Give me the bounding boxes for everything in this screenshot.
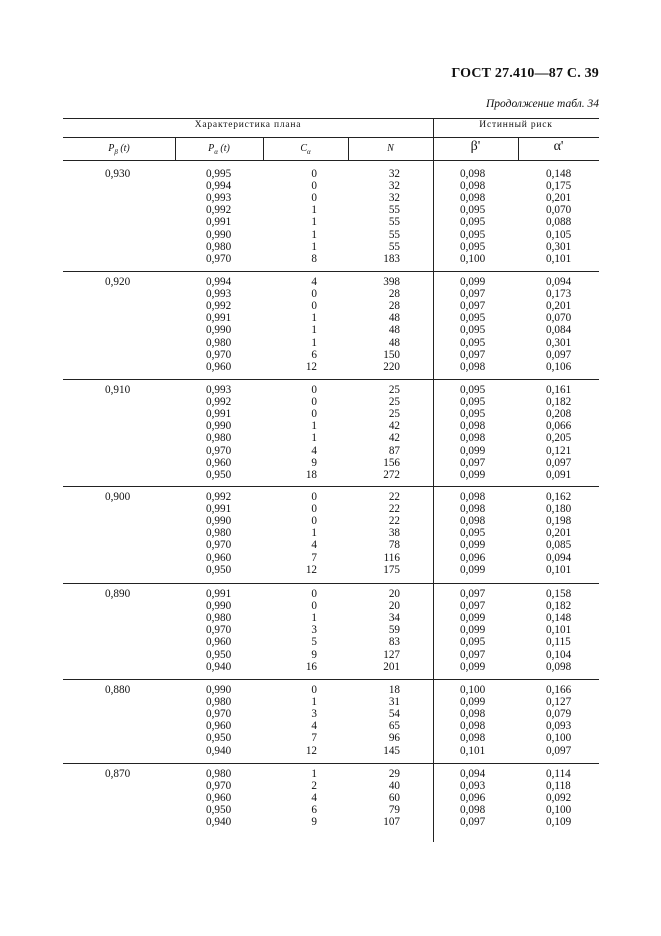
- alpha-cell: 0,088: [546, 216, 572, 229]
- c-alpha-cell: 6: [311, 804, 317, 817]
- alpha-cell: 0,175: [546, 180, 572, 193]
- table-header-bottom-rule: [63, 160, 599, 161]
- beta-cell: 0,098: [460, 168, 486, 180]
- alpha-cell: 0,070: [546, 204, 572, 217]
- beta-cell: 0,098: [460, 515, 486, 528]
- beta-cell: 0,098: [460, 708, 486, 721]
- c-alpha-cell: 1: [311, 420, 317, 433]
- group-separator: [63, 486, 599, 487]
- n-cell: 79: [388, 804, 400, 817]
- alpha-cell: 0,205: [546, 432, 572, 445]
- c-alpha-cell: 3: [311, 624, 317, 637]
- beta-cell: 0,095: [460, 312, 486, 325]
- beta-cell: 0,097: [460, 288, 486, 301]
- alpha-cell: 0,097: [546, 744, 572, 757]
- p-alpha-cell: 0,990: [206, 228, 232, 241]
- beta-cell: 0,097: [460, 600, 486, 613]
- p-alpha-cell: 0,970: [206, 252, 232, 265]
- n-cell: 54: [388, 708, 400, 721]
- alpha-cell: 0,101: [546, 624, 572, 637]
- n-cell: 175: [383, 563, 400, 576]
- col-header-c-alpha: $C_\alpha$: [300, 143, 311, 156]
- c-alpha-cell: 1: [311, 432, 317, 445]
- n-cell: 32: [388, 180, 400, 193]
- alpha-cell: 0,093: [546, 720, 572, 733]
- beta-cell: 0,098: [460, 420, 486, 433]
- n-cell: 55: [388, 228, 400, 241]
- alpha-cell: 0,182: [546, 396, 572, 409]
- n-cell: 96: [388, 732, 400, 745]
- p-alpha-cell: 0,960: [206, 792, 232, 805]
- n-cell: 127: [383, 648, 400, 661]
- table-subheader-rule-right: [433, 137, 599, 138]
- c-alpha-cell: 0: [311, 168, 317, 180]
- beta-cell: 0,099: [460, 612, 486, 625]
- n-cell: 32: [388, 192, 400, 205]
- n-cell: 25: [388, 396, 400, 409]
- n-cell: 28: [388, 288, 400, 301]
- beta-cell: 0,095: [460, 396, 486, 409]
- beta-cell: 0,098: [460, 491, 486, 503]
- c-alpha-cell: 0: [311, 684, 317, 696]
- group-header-plan: Характеристика плана: [194, 120, 302, 130]
- c-alpha-cell: 0: [311, 180, 317, 193]
- beta-cell: 0,095: [460, 527, 486, 540]
- p-alpha-cell: 0,960: [206, 636, 232, 649]
- c-alpha-cell: 4: [311, 720, 317, 733]
- p-alpha-cell: 0,990: [206, 515, 232, 528]
- n-cell: 48: [388, 312, 400, 325]
- p-alpha-cell: 0,990: [206, 324, 232, 337]
- c-alpha-cell: 9: [311, 816, 317, 829]
- p-alpha-cell: 0,960: [206, 456, 232, 469]
- c-alpha-cell: 12: [305, 360, 317, 373]
- alpha-cell: 0,079: [546, 708, 572, 721]
- group-separator: [63, 763, 599, 764]
- alpha-cell: 0,100: [546, 732, 572, 745]
- beta-cell: 0,098: [460, 804, 486, 817]
- p-alpha-cell: 0,993: [206, 192, 232, 205]
- p-alpha-cell: 0,960: [206, 551, 232, 564]
- p-alpha-cell: 0,940: [206, 660, 232, 673]
- p-alpha-cell: 0,950: [206, 648, 232, 661]
- beta-cell: 0,098: [460, 432, 486, 445]
- p-alpha-cell: 0,991: [206, 312, 232, 325]
- alpha-cell: 0,066: [546, 420, 572, 433]
- p-alpha-cell: 0,980: [206, 768, 232, 780]
- p-alpha-cell: 0,991: [206, 588, 232, 600]
- p-alpha-cell: 0,940: [206, 816, 232, 829]
- n-cell: 31: [388, 696, 400, 709]
- n-cell: 116: [383, 551, 400, 564]
- col-header-p-alpha: $P_\alpha$ (t): [208, 143, 230, 156]
- alpha-cell: 0,162: [546, 491, 572, 503]
- n-cell: 107: [383, 816, 400, 829]
- beta-cell: 0,101: [460, 744, 486, 757]
- c-alpha-cell: 7: [311, 732, 317, 745]
- c-alpha-cell: 1: [311, 696, 317, 709]
- p-beta-value: 0,930: [105, 168, 131, 180]
- alpha-cell: 0,201: [546, 300, 572, 313]
- alpha-cell: 0,098: [546, 660, 572, 673]
- alpha-cell: 0,070: [546, 312, 572, 325]
- group-header-risk: Истинный риск: [479, 120, 553, 130]
- group-separator: [63, 679, 599, 680]
- alpha-cell: 0,094: [546, 276, 572, 288]
- col-header-beta: β': [470, 139, 481, 154]
- p-alpha-cell: 0,950: [206, 563, 232, 576]
- beta-cell: 0,097: [460, 816, 486, 829]
- n-cell: 48: [388, 324, 400, 337]
- c-alpha-cell: 1: [311, 240, 317, 253]
- n-cell: 55: [388, 204, 400, 217]
- c-alpha-cell: 1: [311, 204, 317, 217]
- n-cell: 28: [388, 300, 400, 313]
- beta-cell: 0,099: [460, 624, 486, 637]
- p-beta-value: 0,870: [105, 768, 131, 780]
- beta-cell: 0,095: [460, 384, 486, 396]
- c-alpha-cell: 0: [311, 396, 317, 409]
- beta-cell: 0,093: [460, 780, 486, 793]
- beta-cell: 0,095: [460, 324, 486, 337]
- c-alpha-cell: 0: [311, 503, 317, 516]
- c-alpha-cell: 1: [311, 768, 317, 780]
- n-cell: 398: [383, 276, 400, 288]
- beta-cell: 0,099: [460, 276, 486, 288]
- n-cell: 22: [388, 503, 400, 516]
- alpha-cell: 0,201: [546, 527, 572, 540]
- beta-cell: 0,098: [460, 503, 486, 516]
- c-alpha-cell: 4: [311, 539, 317, 552]
- p-beta-value: 0,910: [105, 384, 131, 396]
- c-alpha-cell: 0: [311, 600, 317, 613]
- c-alpha-cell: 1: [311, 527, 317, 540]
- p-alpha-cell: 0,970: [206, 624, 232, 637]
- p-alpha-cell: 0,960: [206, 360, 232, 373]
- c-alpha-cell: 0: [311, 408, 317, 421]
- c-alpha-cell: 16: [305, 660, 317, 673]
- c-alpha-cell: 1: [311, 612, 317, 625]
- alpha-cell: 0,085: [546, 539, 572, 552]
- p-alpha-cell: 0,994: [206, 180, 232, 193]
- beta-cell: 0,095: [460, 240, 486, 253]
- alpha-cell: 0,201: [546, 192, 572, 205]
- p-alpha-cell: 0,993: [206, 288, 232, 301]
- group-separator: [63, 583, 599, 584]
- alpha-cell: 0,121: [546, 444, 572, 457]
- beta-cell: 0,095: [460, 228, 486, 241]
- beta-cell: 0,094: [460, 768, 486, 780]
- p-alpha-cell: 0,995: [206, 168, 232, 180]
- n-cell: 48: [388, 336, 400, 349]
- n-cell: 60: [388, 792, 400, 805]
- n-cell: 83: [388, 636, 400, 649]
- c-alpha-cell: 0: [311, 588, 317, 600]
- n-cell: 150: [383, 348, 400, 361]
- n-cell: 20: [388, 588, 400, 600]
- table-top-rule: [63, 118, 599, 119]
- beta-cell: 0,098: [460, 732, 486, 745]
- p-alpha-cell: 0,950: [206, 732, 232, 745]
- n-cell: 22: [388, 515, 400, 528]
- alpha-cell: 0,100: [546, 804, 572, 817]
- p-alpha-cell: 0,980: [206, 336, 232, 349]
- p-beta-value: 0,900: [105, 491, 131, 503]
- p-alpha-cell: 0,994: [206, 276, 232, 288]
- col-header-p-beta: $P_\beta$ (t): [108, 143, 130, 156]
- beta-cell: 0,099: [460, 696, 486, 709]
- n-cell: 65: [388, 720, 400, 733]
- alpha-cell: 0,127: [546, 696, 572, 709]
- beta-cell: 0,099: [460, 539, 486, 552]
- alpha-cell: 0,182: [546, 600, 572, 613]
- alpha-cell: 0,092: [546, 792, 572, 805]
- c-alpha-cell: 1: [311, 228, 317, 241]
- beta-cell: 0,098: [460, 180, 486, 193]
- alpha-cell: 0,173: [546, 288, 572, 301]
- c-alpha-cell: 4: [311, 444, 317, 457]
- c-alpha-cell: 5: [311, 636, 317, 649]
- alpha-cell: 0,158: [546, 588, 572, 600]
- p-alpha-cell: 0,990: [206, 600, 232, 613]
- beta-cell: 0,097: [460, 648, 486, 661]
- beta-cell: 0,098: [460, 192, 486, 205]
- c-alpha-cell: 3: [311, 708, 317, 721]
- n-cell: 87: [388, 444, 400, 457]
- n-cell: 32: [388, 168, 400, 180]
- group-separator: [63, 271, 599, 272]
- beta-cell: 0,097: [460, 456, 486, 469]
- alpha-cell: 0,097: [546, 456, 572, 469]
- c-alpha-cell: 0: [311, 192, 317, 205]
- alpha-cell: 0,101: [546, 252, 572, 265]
- p-beta-value: 0,880: [105, 684, 131, 696]
- p-alpha-cell: 0,992: [206, 300, 232, 313]
- p-alpha-cell: 0,993: [206, 384, 232, 396]
- c-alpha-cell: 4: [311, 276, 317, 288]
- n-cell: 201: [383, 660, 400, 673]
- p-alpha-cell: 0,950: [206, 804, 232, 817]
- c-alpha-cell: 9: [311, 456, 317, 469]
- beta-cell: 0,095: [460, 204, 486, 217]
- beta-cell: 0,097: [460, 348, 486, 361]
- alpha-cell: 0,106: [546, 360, 572, 373]
- p-alpha-cell: 0,990: [206, 684, 232, 696]
- col-header-n: N: [387, 143, 394, 154]
- p-alpha-cell: 0,980: [206, 527, 232, 540]
- alpha-cell: 0,208: [546, 408, 572, 421]
- p-alpha-cell: 0,960: [206, 720, 232, 733]
- alpha-cell: 0,105: [546, 228, 572, 241]
- n-cell: 59: [388, 624, 400, 637]
- beta-cell: 0,097: [460, 588, 486, 600]
- alpha-cell: 0,148: [546, 168, 572, 180]
- alpha-cell: 0,114: [546, 768, 571, 780]
- p-alpha-cell: 0,992: [206, 491, 232, 503]
- beta-cell: 0,096: [460, 551, 486, 564]
- c-alpha-cell: 12: [305, 563, 317, 576]
- p-alpha-cell: 0,950: [206, 468, 232, 481]
- n-cell: 183: [383, 252, 400, 265]
- beta-cell: 0,095: [460, 636, 486, 649]
- n-cell: 25: [388, 408, 400, 421]
- p-alpha-cell: 0,991: [206, 216, 232, 229]
- alpha-cell: 0,301: [546, 240, 572, 253]
- beta-cell: 0,099: [460, 563, 486, 576]
- p-alpha-cell: 0,992: [206, 204, 232, 217]
- alpha-cell: 0,115: [546, 636, 571, 649]
- p-alpha-cell: 0,980: [206, 612, 232, 625]
- c-alpha-cell: 0: [311, 288, 317, 301]
- c-alpha-cell: 0: [311, 300, 317, 313]
- table-continuation-label: Продолжение табл. 34: [486, 98, 599, 110]
- n-cell: 145: [383, 744, 400, 757]
- n-cell: 220: [383, 360, 400, 373]
- p-alpha-cell: 0,970: [206, 348, 232, 361]
- beta-cell: 0,100: [460, 684, 486, 696]
- n-cell: 272: [383, 468, 400, 481]
- n-cell: 156: [383, 456, 400, 469]
- n-cell: 42: [388, 432, 400, 445]
- alpha-cell: 0,091: [546, 468, 572, 481]
- p-alpha-cell: 0,970: [206, 708, 232, 721]
- n-cell: 18: [388, 684, 400, 696]
- alpha-cell: 0,198: [546, 515, 572, 528]
- beta-cell: 0,095: [460, 216, 486, 229]
- alpha-cell: 0,101: [546, 563, 572, 576]
- c-alpha-cell: 4: [311, 792, 317, 805]
- alpha-cell: 0,104: [546, 648, 572, 661]
- alpha-cell: 0,180: [546, 503, 572, 516]
- n-cell: 25: [388, 384, 400, 396]
- beta-cell: 0,097: [460, 300, 486, 313]
- c-alpha-cell: 18: [305, 468, 317, 481]
- beta-cell: 0,098: [460, 360, 486, 373]
- alpha-cell: 0,097: [546, 348, 572, 361]
- n-cell: 22: [388, 491, 400, 503]
- n-cell: 55: [388, 216, 400, 229]
- beta-cell: 0,099: [460, 468, 486, 481]
- c-alpha-cell: 0: [311, 515, 317, 528]
- p-alpha-cell: 0,991: [206, 408, 232, 421]
- c-alpha-cell: 1: [311, 324, 317, 337]
- n-cell: 42: [388, 420, 400, 433]
- c-alpha-cell: 0: [311, 384, 317, 396]
- vline-4: [433, 118, 434, 842]
- beta-cell: 0,099: [460, 444, 486, 457]
- p-alpha-cell: 0,970: [206, 539, 232, 552]
- group-separator: [63, 379, 599, 380]
- p-alpha-cell: 0,970: [206, 780, 232, 793]
- alpha-cell: 0,301: [546, 336, 572, 349]
- p-beta-value: 0,920: [105, 276, 131, 288]
- c-alpha-cell: 1: [311, 216, 317, 229]
- n-cell: 34: [388, 612, 400, 625]
- n-cell: 55: [388, 240, 400, 253]
- p-alpha-cell: 0,990: [206, 420, 232, 433]
- c-alpha-cell: 12: [305, 744, 317, 757]
- n-cell: 29: [388, 768, 400, 780]
- alpha-cell: 0,118: [546, 780, 571, 793]
- c-alpha-cell: 2: [311, 780, 317, 793]
- alpha-cell: 0,084: [546, 324, 572, 337]
- beta-cell: 0,100: [460, 252, 486, 265]
- beta-cell: 0,098: [460, 720, 486, 733]
- c-alpha-cell: 0: [311, 491, 317, 503]
- alpha-cell: 0,109: [546, 816, 572, 829]
- c-alpha-cell: 9: [311, 648, 317, 661]
- c-alpha-cell: 6: [311, 348, 317, 361]
- col-header-alpha: α': [553, 139, 564, 154]
- alpha-cell: 0,161: [546, 384, 572, 396]
- p-alpha-cell: 0,991: [206, 503, 232, 516]
- p-alpha-cell: 0,980: [206, 432, 232, 445]
- alpha-cell: 0,166: [546, 684, 572, 696]
- beta-cell: 0,096: [460, 792, 486, 805]
- page-header: ГОСТ 27.410—87 С. 39: [451, 66, 599, 81]
- n-cell: 20: [388, 600, 400, 613]
- table-subheader-rule-left: [63, 137, 433, 138]
- p-alpha-cell: 0,992: [206, 396, 232, 409]
- alpha-cell: 0,148: [546, 612, 572, 625]
- c-alpha-cell: 7: [311, 551, 317, 564]
- n-cell: 40: [388, 780, 400, 793]
- p-alpha-cell: 0,980: [206, 696, 232, 709]
- beta-cell: 0,099: [460, 660, 486, 673]
- c-alpha-cell: 1: [311, 312, 317, 325]
- n-cell: 38: [388, 527, 400, 540]
- p-alpha-cell: 0,970: [206, 444, 232, 457]
- beta-cell: 0,095: [460, 336, 486, 349]
- p-alpha-cell: 0,940: [206, 744, 232, 757]
- p-beta-value: 0,890: [105, 588, 131, 600]
- p-alpha-cell: 0,980: [206, 240, 232, 253]
- c-alpha-cell: 1: [311, 336, 317, 349]
- n-cell: 78: [388, 539, 400, 552]
- c-alpha-cell: 8: [311, 252, 317, 265]
- beta-cell: 0,095: [460, 408, 486, 421]
- alpha-cell: 0,094: [546, 551, 572, 564]
